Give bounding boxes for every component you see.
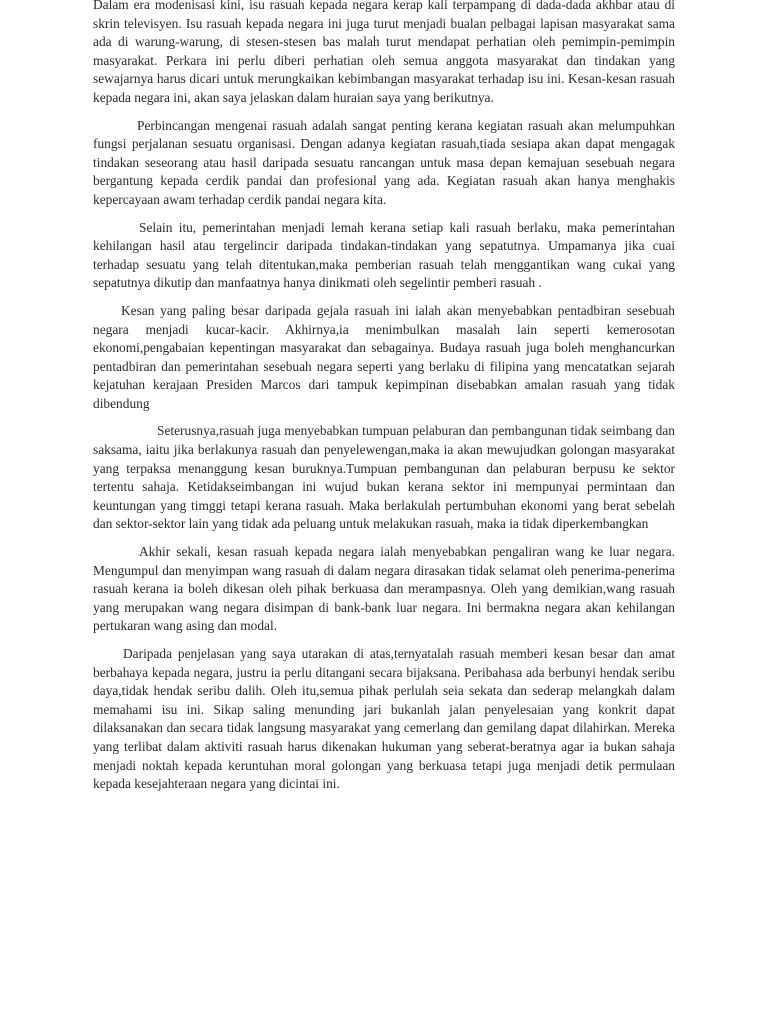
paragraph-administration: Kesan yang paling besar daripada gejala rasuah ini ialah akan menyebabkan pentadbiran sesebuah negara menjadi kucar-kacir. Akhirnya,ia menimbulkan masalah lain seperti kemerosotan ekonomi,pengabaian kepentingan masyarakat dan sebagainya. Budaya rasuah juga boleh menghancurkan pentadbiran dan pemerintahan sesebuah negara seperti yang berlaku di filipina yang mencatatkan sejarah kejatuhan kerajaan Presiden Marcos dari tampuk kepimpinan disebabkan amalan rasuah yang tidak dibendung	[93, 302, 675, 411]
paragraph-weak-government: Selain itu, pemerintahan menjadi lemah kerana setiap kali rasuah berlaku, maka pemerintahan kehilangan hasil atau tergelincir daripada tindakan-tindakan yang sepatutnya. Umpamanya jika cuai terhadap sesuatu yang telah ditentukan,maka pemberian rasuah telah menggantikan wang cukai yang sepatutnya dikutip dan manfaatnya hanya dinikmati oleh segelintir pemberi rasuah .	[93, 219, 675, 291]
essay-body	[93, 0, 675, 803]
paragraph-investment: Seterusnya,rasuah juga menyebabkan tumpuan pelaburan dan pembangunan tidak seimbang dan saksama, iaitu jika berlakunya rasuah dan penyelewengan,maka ia akan mewujudkan golongan masyarakat yang terpaksa menanggung kesan buruknya.Tumpuan pembangunan dan pelaburan berpusu ke sektor tertentu sahaja. Ketidakseimbangan ini wujud bukan kerana sektor ini mempunyai permintaan dan keuntungan yang timggi tetapi kerana rasuah. Maka berlakulah pertumbuhan ekonomi yang berat sebelah dan sektor-sektor lain yang tidak ada peluang untuk melakukan rasuah, maka ia tidak diperkembangkan	[93, 423, 675, 532]
paragraph-conclusion: Daripada penjelasan yang saya utarakan di atas,ternyatalah rasuah memberi kesan besar dan amat berbahaya kepada negara, justru ia perlu ditangani secara bijaksana. Peribahasa ada berbunyi hendak seribu daya,tidak hendak seribu dalih. Oleh itu,semua pihak perlulah seia sekata dan sederap melangkah dalam memahami isu ini. Sikap saling menunding jari bukanlah jalan penyelesaian yang konkrit dapat dilaksanakan dan secara tidak langsung masyarakat yang cemerlang dan gemilang dapat dilahirkan. Mereka yang terlibat dalam aktiviti rasuah harus dikenakan hukuman yang seberat-beratnya agar ia bukan sahaja menjadi noktah kepada keruntuhan moral golongan yang berkuasa tetapi juga menjadi detik permulaan kepada kesejahteraan negara yang dicintai ini.	[93, 646, 675, 792]
paragraph-intro: Dalam era modenisasi kini, isu rasuah kepada negara kerap kali terpampang di dada-dada akhbar atau di skrin televisyen. Isu rasuah kepada negara ini juga turut menjadi bualan pelbagai lapisan masyarakat sama ada di warung-warung, di stesen-stesen bas malah turut mendapat perhatian oleh pemimpin-pemimpin masyarakat. Perkara ini perlu diberi perhatian oleh semua anggota masyarakat dan tindakan yang sewajarnya harus dicari untuk merungkaikan kebimbangan masyarakat terhadap isu ini. Kesan-kesan rasuah kepada negara ini, akan saya jelaskan dalam huraian saya yang berikutnya.	[93, 0, 675, 105]
paragraph-capital-outflow: Akhir sekali, kesan rasuah kepada negara ialah menyebabkan pengaliran wang ke luar negara. Mengumpul dan menyimpan wang rasuah di dalam negara dirasakan tidak selamat oleh penerima-penerima rasuah kerana ia boleh dikesan oleh pihak berkuasa dan merampasnya. Oleh yang demikian,wang rasuah yang merupakan wang negara disimpan di bank-bank luar negara. Ini bermakna negara akan kehilangan pertukaran wang asing dan modal.	[93, 544, 675, 634]
paragraph-discussion: Perbincangan mengenai rasuah adalah sangat penting kerana kegiatan rasuah akan melumpuhkan fungsi perjalanan sesuatu organisasi. Dengan adanya kegiatan rasuah,tiada sesiapa akan dapat mengagak tindakan seseorang atau hasil daripada sesuatu rancangan untuk masa depan kemajuan sesebuah negara bergantung kepada cerdik pandai dan profesional yang ada. Kegiatan rasuah akan hanya menghakis kepercayaan awam terhadap cerdik pandai negara kita.	[93, 117, 675, 207]
